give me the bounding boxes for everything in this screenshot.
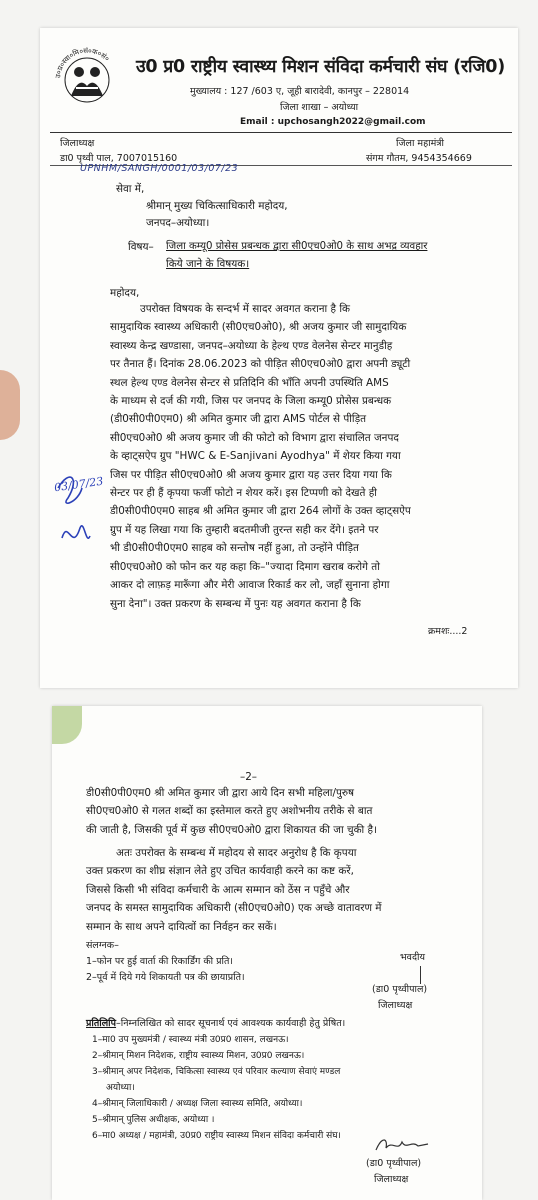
- enclosure-item-2: 2–पूर्व में दिये गये शिकायती पत्र की छायाप्रति।: [86, 972, 245, 983]
- body-line: डी0सी0पी0एम0 साहब श्री अमित कुमार जी द्वारा 264 लोगों के उक्त व्हाट्सऐप: [110, 505, 411, 518]
- union-logo-icon: [52, 42, 122, 112]
- body-line: आकर दो लाफ़ड़ मारूँगा और मेरी आवाज रिकार्ड कर लो, जहाँ सुनाना होगा: [110, 579, 390, 592]
- copy-item-1: 1–मा0 उप मुख्यमंत्री / स्वास्थ्य मंत्री उ0प्र0 शासन, लखनऊ।: [92, 1035, 289, 1045]
- subject-label: विषय–: [128, 241, 154, 253]
- body-line: की जाती है, जिसकी पूर्व में कुछ सी0एच0ओ0 द्वारा शिकायत की जा चुकी है।: [86, 823, 377, 836]
- logo-text: उ०प्र०स्वा०मि०सं०क०सं०: [54, 46, 111, 79]
- address-line1: श्रीमान् मुख्य चिकित्साधिकारी महोदय,: [146, 200, 288, 212]
- body-line: सुना देना"। उक्त प्रकरण के सम्बन्ध में पुनः यह अवगत कराना है कि: [110, 597, 361, 610]
- salutation: महोदय,: [110, 287, 140, 299]
- copy-item-5: 5–श्रीमान् पुलिस अधीक्षक, अयोध्या ।: [92, 1115, 215, 1125]
- body-line: के माध्यम से दर्ज की गयी, जिस पर जनपद के जिला कम्यू0 प्रोसेस प्रबन्धक: [110, 395, 392, 408]
- body-line: जिससे किसी भी संविदा कर्मचारी के आत्म सम्मान को ठेंस न पहुँचे और: [86, 883, 350, 896]
- closing2-role: जिलाध्यक्ष: [374, 1174, 409, 1185]
- copy-item-2: 2–श्रीमान् मिशन निदेशक, राष्ट्रीय स्वास्थ्य मिशन, उ0प्र0 लखनऊ।: [92, 1051, 305, 1061]
- body-line: अतः उपरोक्त के सम्बन्ध में महोदय से सादर अनुरोध है कि कृपया: [116, 847, 357, 859]
- body-line: उपरोक्त विषयक के सन्दर्भ में सादर अवगत कराना है कि: [140, 303, 351, 315]
- body-line: सी0एच0ओ0 श्री अजय कुमार जी की फोटो को विभाग द्वारा संचालित जनपद: [110, 431, 399, 444]
- body-line: ग्रुप में यह लिखा गया कि तुम्हारी बदतमीजी तुरन्त सही कर देंगे। इतने पर: [110, 523, 379, 536]
- body-line: सेन्टर पर ही हैं कृपया फर्जी फोटो न शेयर करें। इस टिप्पणी को देखते ही: [110, 487, 377, 500]
- secretary-role: जिला महामंत्री: [396, 138, 445, 149]
- body-paragraph-page2a: [86, 784, 480, 839]
- body-line: के व्हाट्सऐप ग्रुप "HWC & E-Sanjivani Ayodhya" में शेयर किया गया: [110, 450, 401, 463]
- enclosure-item-1: 1–फोन पर हुई वार्ता की रिकार्डिंग की प्रति।: [86, 956, 233, 967]
- subject-line2: किये जाने के विषयक।: [166, 258, 250, 270]
- copy-item-3-cont: अयोध्या।: [106, 1083, 135, 1093]
- body-line: डी0सी0पी0एम0 श्री अमित कुमार जी द्वारा आये दिन सभी महिला/पुरुष: [86, 787, 355, 799]
- branch-name: जिला शाखा – अयोध्या: [280, 102, 359, 113]
- body-line: पर तैनात हैं। दिनांक 28.06.2023 को पीड़ित सी0एच0ओ0 द्वारा अपनी ड्यूटी: [110, 358, 411, 371]
- subject-line1: जिला कम्यू0 प्रोसेस प्रबन्धक द्वारा सी0एच0ओ0 के साथ अभद्र व्यवहार: [166, 241, 428, 252]
- address-to: सेवा में,: [116, 183, 145, 195]
- body-line: जिस पर पीड़ित सी0एच0ओ0 श्री अजय कुमार द्वारा यह उत्तर दिया गया कि: [110, 468, 392, 481]
- body-line: सामुदायिक स्वास्थ्य अधिकारी (सी0एच0ओ0), श्री अजय कुमार जी सामुदायिक: [110, 321, 407, 334]
- closing2-name: (डा0 पृथ्वीपाल): [366, 1158, 422, 1169]
- closing-role: जिलाध्यक्ष: [378, 1000, 413, 1011]
- president-name: डा0 पृथ्वी पाल, 7007015160: [60, 153, 178, 164]
- closing-yours: भवदीय: [400, 952, 425, 963]
- hq-address: मुख्यालय : 127 /603 ए, जूही बारादेवी, कानपुर – 228014: [190, 86, 410, 97]
- address-line2: जनपद–अयोध्या।: [146, 217, 210, 229]
- body-paragraph-page2b: [86, 844, 480, 936]
- email-address: Email : upchosangh2022@gmail.com: [240, 117, 426, 127]
- copy-item-3: 3–श्रीमान् अपर निदेशक, चिकित्सा स्वास्थ्य एवं परिवार कल्याण सेवाएं मण्डल: [92, 1067, 341, 1077]
- enclosures-label: संलग्नक–: [86, 940, 119, 951]
- copy-item-6: 6–मा0 अध्यक्ष / महामंत्री, उ0प्र0 राष्ट्रीय स्वास्थ्य मिशन संविदा कर्मचारी संघ।: [92, 1131, 341, 1141]
- copy-intro: –निम्नलिखित को सादर सूचनार्थ एवं आवश्यक कार्यवाही हेतु प्रेषित।: [116, 1018, 346, 1029]
- reference-number: UPNHM/SANGH/0001/03/07/23: [80, 163, 239, 174]
- closing-name: (डा0 पृथ्वीपाल): [372, 984, 428, 995]
- signature-icon: [372, 1134, 432, 1156]
- body-paragraph-page1: [110, 300, 504, 613]
- finger-edge: [0, 370, 20, 440]
- body-line: (डी0सी0पी0एम0) श्री अमित कुमार जी द्वारा AMS पोर्टल से पीड़ित: [110, 413, 367, 426]
- copy-label: प्रतिलिपि: [86, 1018, 117, 1029]
- body-line: उक्त प्रकरण का शीघ्र संज्ञान लेते हुए उचित कार्यवाही करने का कष्ट करें,: [86, 865, 354, 878]
- president-role: जिलाध्यक्ष: [60, 138, 95, 149]
- body-line: स्वास्थ्य केन्द्र खण्डासा, जनपद–अयोध्या के हेल्थ एण्ड वेलनेस सेन्टर मानुडीह: [110, 339, 393, 352]
- body-line: जनपद के समस्त सामुदायिक अधिकारी (सी0एच0ओ0) एक अच्छे वातावरण में: [86, 902, 382, 915]
- copy-item-4: 4–श्रीमान् जिलाधिकारी / अध्यक्ष जिला स्वास्थ्य समिति, अयोध्या।: [92, 1099, 303, 1109]
- page-number: –2–: [240, 771, 258, 783]
- margin-date-note: 03/07/23: [53, 474, 105, 495]
- continued-marker: क्रमशः....2: [428, 626, 468, 637]
- body-line: भी डी0सी0पी0एम0 साहब को सन्तोष नहीं हुआ, तो उन्होंने पीड़ित: [110, 542, 359, 555]
- letter-page-2: [52, 706, 482, 1200]
- body-line: सम्मान के साथ अपने दायित्वों का निर्वहन कर सकें।: [86, 920, 277, 933]
- body-line: सी0एच0ओ0 से गलत शब्दों का इस्तेमाल करते हुए अशोभनीय तरीके से बात: [86, 805, 373, 818]
- org-title: उ0 प्र0 राष्ट्रीय स्वास्थ्य मिशन संविदा कर्मचारी संघ (रजि0): [136, 57, 506, 77]
- body-line: स्थल हेल्थ एण्ड वेलनेस सेन्टर से प्रतिदिनि की भाँति अपनी उपस्थिति AMS: [110, 376, 389, 389]
- margin-signature-icon: [50, 458, 100, 558]
- header-divider: [50, 132, 512, 133]
- body-line: सी0एच0ओ0 को फोन कर यह कहा कि–"ज्यादा दिमाग खराब करोगे तो: [110, 560, 380, 573]
- letter-page-1: [40, 28, 518, 688]
- secretary-name: संगम गौतम, 9454354669: [366, 153, 472, 164]
